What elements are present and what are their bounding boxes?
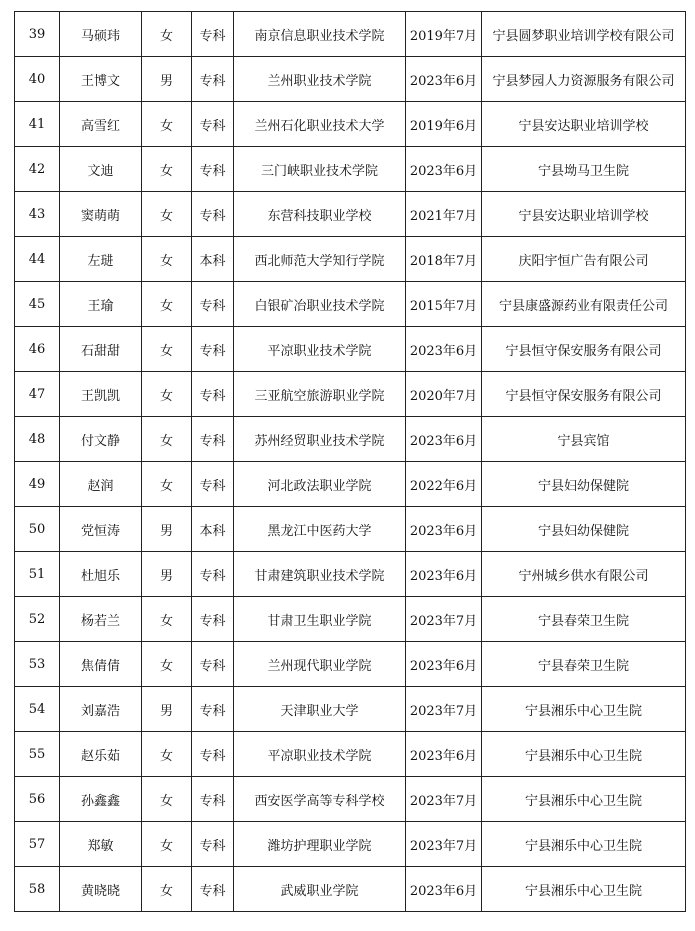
cell-name: 高雪红 [60,102,142,147]
cell-school: 黑龙江中医药大学 [234,507,406,552]
table-row [15,822,686,867]
cell-school: 南京信息职业技术学院 [234,12,406,57]
cell-name: 文迪 [60,147,142,192]
table-row [15,417,686,462]
cell-school: 天津职业大学 [234,687,406,732]
cell-gender: 女 [142,642,192,687]
cell-number: 57 [15,822,60,867]
roster-body [15,12,686,912]
cell-school: 甘肃建筑职业技术学院 [234,552,406,597]
cell-number: 48 [15,417,60,462]
cell-graduation-date: 2023年6月 [406,147,482,192]
cell-employer: 宁县春荣卫生院 [482,642,686,687]
cell-degree: 专科 [192,642,234,687]
table-row [15,12,686,57]
cell-number: 40 [15,57,60,102]
cell-number: 43 [15,192,60,237]
cell-name: 杨若兰 [60,597,142,642]
cell-degree: 专科 [192,462,234,507]
cell-employer: 庆阳宇恒广告有限公司 [482,237,686,282]
cell-graduation-date: 2019年6月 [406,102,482,147]
cell-gender: 男 [142,687,192,732]
cell-school: 河北政法职业学院 [234,462,406,507]
cell-degree: 专科 [192,12,234,57]
table-row [15,462,686,507]
cell-school: 西安医学高等专科学校 [234,777,406,822]
cell-name: 孙鑫鑫 [60,777,142,822]
cell-number: 45 [15,282,60,327]
table-row [15,732,686,777]
cell-employer: 宁县妇幼保健院 [482,507,686,552]
cell-school: 武威职业学院 [234,867,406,912]
cell-employer: 宁县宾馆 [482,417,686,462]
cell-degree: 专科 [192,102,234,147]
table-row [15,102,686,147]
cell-number: 54 [15,687,60,732]
cell-school: 潍坊护理职业学院 [234,822,406,867]
cell-gender: 女 [142,417,192,462]
cell-number: 42 [15,147,60,192]
cell-gender: 男 [142,57,192,102]
cell-name: 王博文 [60,57,142,102]
cell-degree: 专科 [192,822,234,867]
cell-number: 50 [15,507,60,552]
cell-graduation-date: 2023年6月 [406,57,482,102]
cell-school: 苏州经贸职业技术学院 [234,417,406,462]
table-row [15,147,686,192]
cell-school: 三亚航空旅游职业学院 [234,372,406,417]
cell-number: 44 [15,237,60,282]
cell-degree: 专科 [192,687,234,732]
cell-name: 杜旭乐 [60,552,142,597]
cell-degree: 专科 [192,552,234,597]
cell-employer: 宁县恒守保安服务有限公司 [482,327,686,372]
cell-name: 赵乐茹 [60,732,142,777]
cell-degree: 专科 [192,282,234,327]
cell-gender: 男 [142,552,192,597]
cell-employer: 宁县康盛源药业有限责任公司 [482,282,686,327]
cell-name: 黄晓晓 [60,867,142,912]
cell-employer: 宁县湘乐中心卫生院 [482,867,686,912]
cell-graduation-date: 2015年7月 [406,282,482,327]
table-row [15,507,686,552]
cell-employer: 宁县安达职业培训学校 [482,192,686,237]
cell-name: 付文静 [60,417,142,462]
cell-number: 53 [15,642,60,687]
cell-employer: 宁县坳马卫生院 [482,147,686,192]
cell-school: 西北师范大学知行学院 [234,237,406,282]
table-row [15,687,686,732]
table-row [15,282,686,327]
cell-employer: 宁县恒守保安服务有限公司 [482,372,686,417]
cell-name: 刘嘉浩 [60,687,142,732]
cell-school: 甘肃卫生职业学院 [234,597,406,642]
cell-school: 三门峡职业技术学院 [234,147,406,192]
cell-name: 郑敏 [60,822,142,867]
cell-degree: 本科 [192,507,234,552]
cell-graduation-date: 2023年6月 [406,867,482,912]
cell-employer: 宁县圆梦职业培训学校有限公司 [482,12,686,57]
cell-gender: 男 [142,507,192,552]
cell-name: 王凯凯 [60,372,142,417]
cell-graduation-date: 2023年7月 [406,777,482,822]
cell-school: 兰州现代职业学院 [234,642,406,687]
cell-graduation-date: 2020年7月 [406,372,482,417]
table-row [15,597,686,642]
cell-gender: 女 [142,327,192,372]
table-row [15,777,686,822]
cell-employer: 宁县梦园人力资源服务有限公司 [482,57,686,102]
cell-graduation-date: 2023年7月 [406,822,482,867]
cell-school: 白银矿冶职业技术学院 [234,282,406,327]
cell-gender: 女 [142,147,192,192]
cell-name: 焦倩倩 [60,642,142,687]
table-row [15,237,686,282]
cell-gender: 女 [142,102,192,147]
cell-graduation-date: 2023年7月 [406,597,482,642]
cell-graduation-date: 2023年6月 [406,507,482,552]
cell-number: 41 [15,102,60,147]
table-row [15,552,686,597]
cell-name: 石甜甜 [60,327,142,372]
cell-employer: 宁县妇幼保健院 [482,462,686,507]
cell-gender: 女 [142,282,192,327]
cell-degree: 专科 [192,192,234,237]
cell-name: 党恒涛 [60,507,142,552]
cell-degree: 专科 [192,327,234,372]
cell-gender: 女 [142,237,192,282]
cell-graduation-date: 2023年6月 [406,732,482,777]
cell-degree: 专科 [192,372,234,417]
table-row [15,642,686,687]
cell-degree: 专科 [192,867,234,912]
cell-employer: 宁县湘乐中心卫生院 [482,777,686,822]
cell-degree: 专科 [192,417,234,462]
cell-number: 56 [15,777,60,822]
cell-school: 东营科技职业学校 [234,192,406,237]
cell-school: 平凉职业技术学院 [234,327,406,372]
cell-graduation-date: 2023年6月 [406,642,482,687]
cell-graduation-date: 2022年6月 [406,462,482,507]
cell-number: 46 [15,327,60,372]
cell-gender: 女 [142,462,192,507]
table-row [15,327,686,372]
cell-employer: 宁县湘乐中心卫生院 [482,687,686,732]
cell-gender: 女 [142,867,192,912]
cell-gender: 女 [142,372,192,417]
cell-number: 55 [15,732,60,777]
cell-gender: 女 [142,822,192,867]
cell-school: 兰州职业技术学院 [234,57,406,102]
cell-graduation-date: 2018年7月 [406,237,482,282]
graduate-roster-table [14,11,686,912]
cell-name: 马硕玮 [60,12,142,57]
cell-number: 52 [15,597,60,642]
cell-number: 49 [15,462,60,507]
cell-graduation-date: 2019年7月 [406,12,482,57]
cell-graduation-date: 2023年7月 [406,687,482,732]
cell-name: 窦萌萌 [60,192,142,237]
table-row [15,867,686,912]
cell-name: 左琎 [60,237,142,282]
cell-employer: 宁县湘乐中心卫生院 [482,732,686,777]
cell-name: 赵润 [60,462,142,507]
cell-degree: 本科 [192,237,234,282]
cell-graduation-date: 2023年6月 [406,417,482,462]
cell-employer: 宁县春荣卫生院 [482,597,686,642]
cell-gender: 女 [142,12,192,57]
cell-degree: 专科 [192,777,234,822]
cell-gender: 女 [142,597,192,642]
table-row [15,372,686,417]
cell-graduation-date: 2023年6月 [406,327,482,372]
cell-employer: 宁县安达职业培训学校 [482,102,686,147]
table-row [15,57,686,102]
cell-employer: 宁县湘乐中心卫生院 [482,822,686,867]
cell-degree: 专科 [192,597,234,642]
cell-school: 平凉职业技术学院 [234,732,406,777]
cell-school: 兰州石化职业技术大学 [234,102,406,147]
cell-employer: 宁州城乡供水有限公司 [482,552,686,597]
cell-graduation-date: 2023年6月 [406,552,482,597]
cell-degree: 专科 [192,732,234,777]
cell-graduation-date: 2021年7月 [406,192,482,237]
cell-degree: 专科 [192,147,234,192]
cell-gender: 女 [142,192,192,237]
cell-name: 王瑜 [60,282,142,327]
cell-degree: 专科 [192,57,234,102]
cell-number: 58 [15,867,60,912]
cell-number: 47 [15,372,60,417]
table-row [15,192,686,237]
cell-gender: 女 [142,732,192,777]
cell-number: 51 [15,552,60,597]
cell-gender: 女 [142,777,192,822]
cell-number: 39 [15,12,60,57]
